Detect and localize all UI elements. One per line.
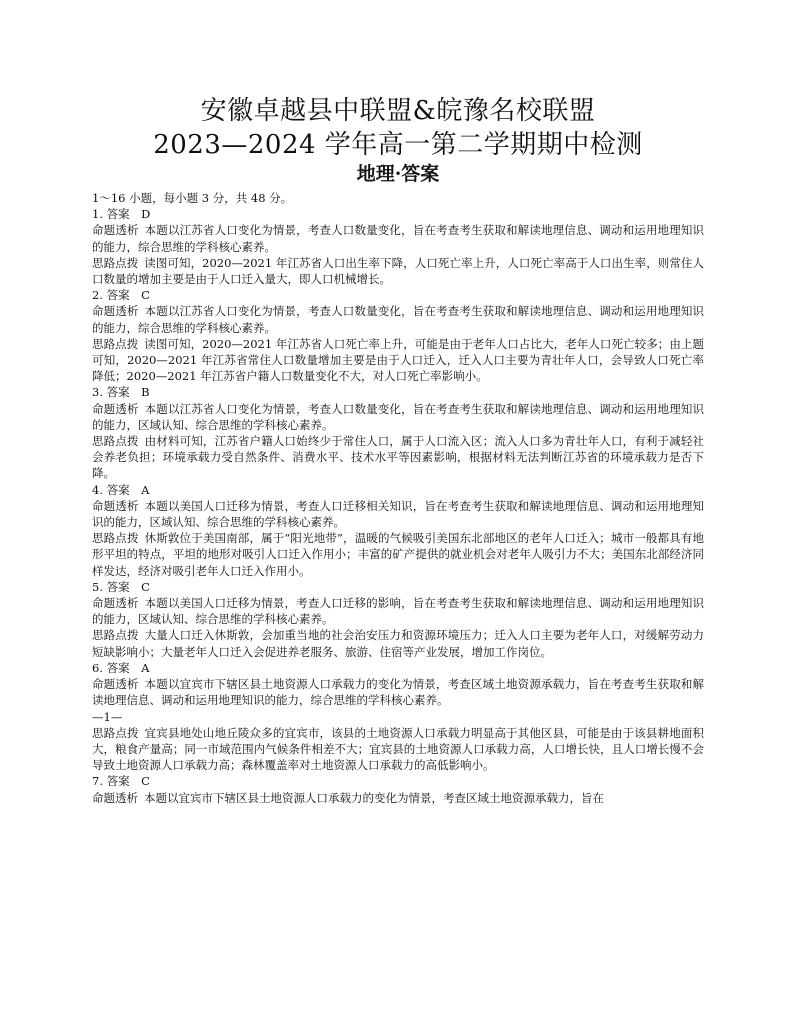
answer-6: 6. 答案 A — [92, 660, 150, 675]
hint-label: 思路点拨 — [92, 434, 139, 449]
document-body — [92, 190, 704, 806]
hint-label: 思路点拨 — [92, 255, 139, 270]
hint-text: 由材料可知，江苏省户籍人口始终少于常住人口，属于人口流入区；流入人口多为青壮年人口，有利于减轻社会养老负担；环境承载力受自然条件、消费水平、技术水平等因素影响，根据材料无法判断江苏省的环境承载力是否下降。 — [92, 434, 705, 481]
intro-text: 1～16 小题，每小题 3 分，共 48 分。 — [92, 191, 293, 205]
hint-text: 宜宾县地处山地丘陵众多的宜宾市，该县的土地资源人口承载力明显高于其他区县，可能是由于该县耕地面积大，粮食产量高；同一市域范围内气候条件相差不大；宜宾县的土地资源人口承载力高，人口增长快，且人口增长慢不会导致土地资源人口承载力高；森林覆盖率对土地资源人口承载力的高低影响小。 — [92, 725, 705, 773]
answer-5: 5. 答案 C — [92, 579, 150, 594]
analysis-7 — [92, 790, 704, 806]
document-title-line1: 安徽卓越县中联盟&皖豫名校联盟 — [200, 96, 596, 126]
analysis-label: 命题透析 — [92, 401, 139, 416]
analysis-text: 本题以宜宾市下辖区县土地资源人口承载力的变化为情景，考查区域土地资源承载力，旨在 — [144, 790, 604, 805]
analysis-5 — [92, 595, 704, 627]
answer-3: 3. 答案 B — [92, 385, 150, 400]
analysis-text: 本题以江苏省人口变化为情景，考查人口数量变化，旨在考查考生获取和解读地理信息、调动和运用地理知识的能力，综合思维的学科核心素养。 — [92, 304, 705, 335]
analysis-6 — [92, 676, 704, 708]
document-subtitle: 地理·答案 — [356, 163, 440, 185]
hint-4 — [92, 530, 704, 579]
analysis-label: 命题透析 — [92, 304, 139, 319]
hint-label: 思路点拨 — [92, 336, 139, 351]
analysis-3 — [92, 401, 704, 433]
document-title-line2: 2023—2024 学年高一第二学期期中检测 — [153, 130, 643, 160]
answer-4: 4. 答案 A — [92, 482, 150, 497]
analysis-text: 本题以美国人口迁移为情景，考查人口迁移相关知识，旨在考查考生获取和解读地理信息、调动和运用地理知识的能力，区域认知、综合思维的学科核心素养。 — [92, 498, 705, 530]
hint-5 — [92, 627, 704, 659]
hint-1 — [92, 255, 704, 287]
analysis-label: 命题透析 — [92, 498, 139, 513]
analysis-1 — [92, 222, 704, 254]
analysis-text: 本题以江苏省人口变化为情景，考查人口数量变化，旨在考查考生获取和解读地理信息、调动和运用地理知识的能力，区域认知、综合思维的学科核心素养。 — [92, 401, 705, 432]
analysis-4 — [92, 498, 704, 530]
analysis-label: 命题透析 — [92, 223, 139, 238]
analysis-text: 本题以江苏省人口变化为情景，考查人口数量变化，旨在考查考生获取和解读地理信息、调动和运用地理知识的能力，综合思维的学科核心素养。 — [92, 223, 705, 254]
answer-7: 7. 答案 C — [92, 774, 150, 789]
hint-label: 思路点拨 — [92, 531, 139, 546]
answer-1: 1. 答案 D — [92, 207, 151, 222]
analysis-text: 本题以美国人口迁移为情景，考查人口迁移的影响，旨在考查考生获取和解读地理信息、调动和运用地理知识的能力，区域认知、综合思维的学科核心素养。 — [92, 596, 705, 627]
page-number: —1— — [92, 709, 123, 724]
hint-2 — [92, 336, 704, 385]
hint-text: 读图可知，2020—2021 年江苏省人口出生率下降，人口死亡率上升，人口死亡率高于人口出生率，则常住人口数量的增加主要是由于人口迁入量大，即人口机械增长。 — [92, 255, 705, 287]
analysis-label: 命题透析 — [92, 790, 138, 805]
hint-label: 思路点拨 — [92, 628, 139, 643]
document-page — [92, 90, 704, 806]
analysis-2 — [92, 303, 704, 335]
hint-text: 休斯敦位于美国南部，属于“阳光地带”，温暖的气候吸引美国东北部地区的老年人口迁入；城市一般都具有地形平坦的特点，平坦的地形对吸引人口迁入作用小；丰富的矿产提供的就业机会对老年人吸引力不大；美国东北部经济同样发达，经济对吸引老年人口迁入作用小。 — [92, 531, 705, 578]
analysis-label: 命题透析 — [92, 677, 139, 692]
hint-6 — [92, 725, 704, 774]
analysis-text: 本题以宜宾市下辖区县土地资源人口承载力的变化为情景，考查区域土地资源承载力，旨在考查考生获取和解读地理信息、调动和运用地理知识的能力，综合思维的学科核心素养。 — [92, 677, 705, 708]
answer-2: 2. 答案 C — [92, 288, 150, 303]
hint-text: 大量人口迁入休斯敦，会加重当地的社会治安压力和资源环境压力；迁入人口主要为老年人口，对缓解劳动力短缺影响小；大量老年人口迁入会促进养老服务、旅游、住宿等产业发展，增加工作岗位。 — [92, 628, 705, 659]
hint-label: 思路点拨 — [92, 725, 139, 740]
hint-text: 读图可知，2020—2021 年江苏省人口死亡率上升，可能是由于老年人口占比大，老年人口死亡较多；由上题可知，2020—2021 年江苏省常住人口数量增加主要是由于人口迁入，迁入人口主要为青壮年人口，会导致人口死亡率降低；2020—2021 年江苏省户籍人口数量变化不大，对人口死亡率影响小。 — [92, 336, 705, 384]
hint-3 — [92, 433, 704, 482]
analysis-label: 命题透析 — [92, 596, 139, 611]
